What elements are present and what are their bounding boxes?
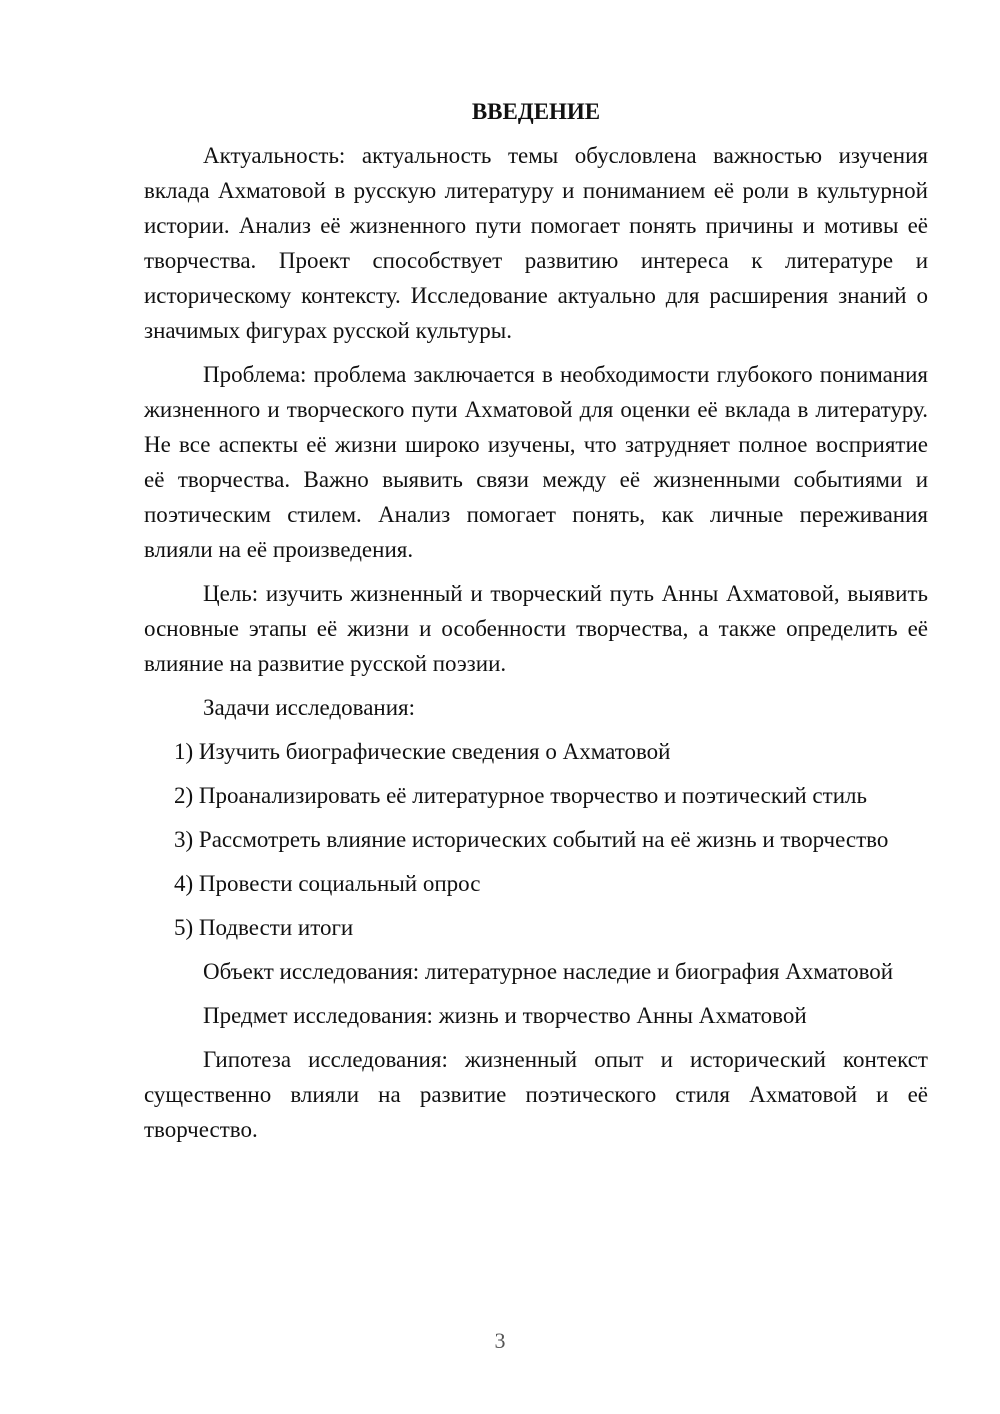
tasks-title: Задачи исследования:	[203, 695, 416, 720]
problem-paragraph: Проблема: проблема заключается в необходимости глубокого понимания жизненного и творческого пути Ахматовой для оценки её вклада в литературу. Не все аспекты её жизни широко изучены, что затрудняет полное восприятие её творчества. Важно выявить связи между её жизненными событиями и поэтическим стилем. Анализ помогает понять, как личные переживания влияли на её произведения.	[144, 362, 928, 562]
hypothesis-paragraph: Гипотеза исследования: жизненный опыт и исторический контекст существенно влияли на развитие поэтического стиля Ахматовой и её творчество.	[144, 1047, 928, 1142]
task-item: 5) Подвести итоги	[174, 915, 354, 940]
subject-paragraph: Предмет исследования: жизнь и творчество Анны Ахматовой	[203, 1003, 807, 1028]
section-heading: ВВЕДЕНИЕ	[471, 99, 601, 124]
task-item: 3) Рассмотреть влияние исторических событий на её жизнь и творчество	[174, 827, 889, 852]
page-number: 3	[494, 1328, 506, 1353]
relevance-paragraph: Актуальность: актуальность темы обусловлена важностью изучения вклада Ахматовой в русскую литературу и пониманием её роли в культурной истории. Анализ её жизненного пути помогает понять причины и мотивы её творчества. Проект способствует развитию интереса к литературе и историческому контексту. Исследование актуально для расширения знаний о значимых фигурах русской культуры.	[144, 143, 928, 343]
page-content	[144, 94, 928, 1156]
object-paragraph: Объект исследования: литературное наследие и биография Ахматовой	[203, 959, 894, 984]
goal-paragraph: Цель: изучить жизненный и творческий путь Анны Ахматовой, выявить основные этапы её жизни и особенности творчества, а также определить её влияние на развитие русской поэзии.	[144, 581, 928, 676]
task-item: 1) Изучить биографические сведения о Ахматовой	[174, 739, 671, 764]
task-item: 4) Провести социальный опрос	[174, 871, 481, 896]
task-item: 2) Проанализировать её литературное творчество и поэтический стиль	[174, 783, 867, 808]
